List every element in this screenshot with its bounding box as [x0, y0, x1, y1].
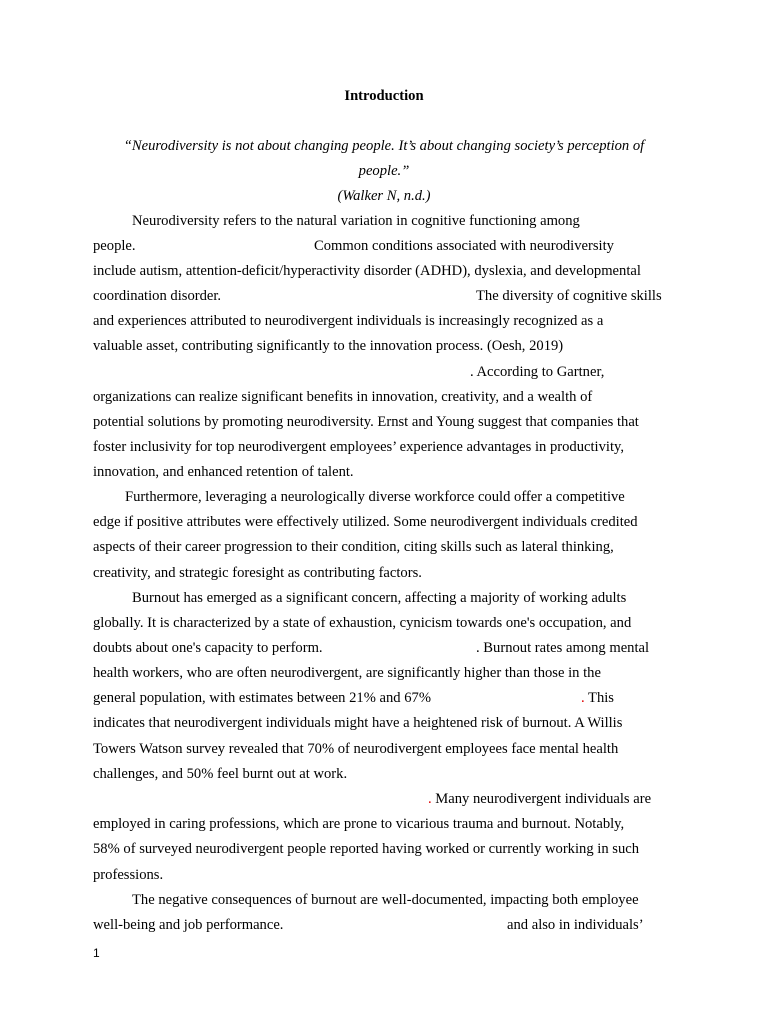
paragraph-line: edge if positive attributes were effectively utilized. Some neurodivergent individuals credited — [93, 514, 638, 530]
paragraph-line: employed in caring professions, which are prone to vicarious trauma and burnout. Notably, — [93, 816, 625, 832]
paragraph-line: The diversity of cognitive skills — [476, 288, 662, 304]
paragraph-line: globally. It is characterized by a state of exhaustion, cynicism towards one's occupation, and — [93, 615, 632, 631]
paragraph-line: and also in individuals’ — [507, 917, 644, 933]
quote-attribution: (Walker N, n.d.) — [337, 188, 431, 204]
paragraph-line: potential solutions by promoting neurodiversity. Ernst and Young suggest that companies that — [93, 414, 639, 430]
section-title: Introduction — [344, 88, 424, 104]
paragraph-line: Burnout has emerged as a significant concern, affecting a majority of working adults — [132, 590, 627, 606]
paragraph-line: people. — [93, 238, 136, 254]
paragraph-line: include autism, attention-deficit/hyperactivity disorder (ADHD), dyslexia, and developmental — [93, 263, 641, 279]
red-period: . — [428, 791, 432, 807]
quote-line-2: people.” — [358, 163, 410, 179]
paragraph-line: innovation, and enhanced retention of talent. — [93, 464, 354, 480]
paragraph-line: Towers Watson survey revealed that 70% of neurodivergent employees face mental health — [93, 741, 619, 757]
paragraph-line: organizations can realize significant benefits in innovation, creativity, and a wealth of — [93, 389, 593, 405]
paragraph-line: professions. — [93, 867, 164, 883]
paragraph-line: indicates that neurodivergent individuals might have a heightened risk of burnout. A Willis — [93, 715, 623, 731]
paragraph-line: 58% of surveyed neurodivergent people reported having worked or currently working in such — [93, 841, 640, 857]
paragraph-line: doubts about one's capacity to perform. — [93, 640, 323, 656]
paragraph-line: foster inclusivity for top neurodivergent employees’ experience advantages in productivity, — [93, 439, 625, 455]
paragraph-line: general population, with estimates between 21% and 67% — [93, 690, 431, 706]
paragraph-line: . This — [581, 690, 614, 706]
paragraph-line: . Burnout rates among mental — [476, 640, 650, 656]
paragraph-line: Neurodiversity refers to the natural variation in cognitive functioning among — [132, 213, 580, 229]
paragraph-line: creativity, and strategic foresight as contributing factors. — [93, 565, 422, 581]
quote-line-1: “Neurodiversity is not about changing people. It’s about changing society’s perception of — [123, 138, 645, 154]
paragraph-line: Common conditions associated with neurodiversity — [314, 238, 614, 254]
paragraph-line: aspects of their career progression to their condition, citing skills such as lateral thinking, — [93, 539, 614, 555]
paragraph-line: well-being and job performance. — [93, 917, 284, 933]
paragraph-line: health workers, who are often neurodivergent, are significantly higher than those in the — [93, 665, 601, 681]
red-period: . — [581, 690, 585, 706]
paragraph-line: The negative consequences of burnout are well-documented, impacting both employee — [132, 892, 639, 908]
paragraph-line: . Many neurodivergent individuals are — [428, 791, 652, 807]
page-number: 1 — [93, 946, 100, 960]
paragraph-line: challenges, and 50% feel burnt out at work. — [93, 766, 348, 782]
paragraph-line: Furthermore, leveraging a neurologically diverse workforce could offer a competitive — [125, 489, 625, 505]
paragraph-line: . According to Gartner, — [470, 364, 605, 380]
paragraph-line: valuable asset, contributing significantly to the innovation process. (Oesh, 2019) — [93, 338, 564, 354]
paragraph-line: and experiences attributed to neurodivergent individuals is increasingly recognized as a — [93, 313, 604, 329]
paragraph-line: coordination disorder. — [93, 288, 222, 304]
